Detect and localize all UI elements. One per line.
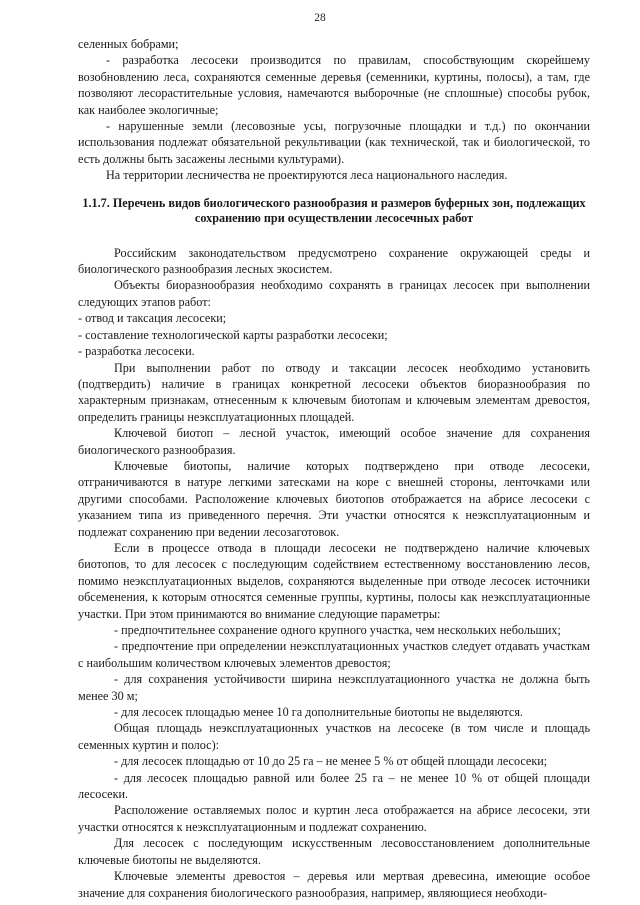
paragraph-body-1: Российским законодательством предусмотрено сохранение окружающей среды и биологического разнообразия лесных экосистем. bbox=[78, 245, 590, 277]
paragraph-body-17: Расположение оставляемых полос и куртин леса отображается на абрисе лесосеки, эти участки относятся к неэксплуатационным и подлежат сохранению. bbox=[78, 803, 590, 834]
list-item-body-5: - разработка лесосеки. bbox=[78, 344, 195, 359]
paragraph-intro-1: селенных бобрами; bbox=[78, 37, 179, 51]
paragraph-body-6: При выполнении работ по отводу и таксации лесосек необходимо установить (подтвердить) наличие в границах конкретной лесосеки объектов биоразнообразия по характерным признакам, отнесенным к ключевым биотопам и ключевым элементам древостоя, определить границы неэксплуатационных площадей. bbox=[78, 360, 590, 424]
list-item-body-12: - для сохранения устойчивости ширина неэксплуатационного участка не должна быть менее 30 м; bbox=[78, 672, 590, 703]
document-page bbox=[78, 0, 590, 901]
list-item-body-11: - предпочтение при определении неэксплуатационных участков следует отдавать участкам с наибольшим количеством ключевых элементов древостоя; bbox=[78, 639, 590, 670]
paragraph-body-19: Ключевые элементы древостоя – деревья или мертвая древесина, имеющие особое значение для сохранения биологического разнообразия, например, являющиеся необходи- bbox=[78, 869, 590, 900]
list-item-body-4: - составление технологической карты разработки лесосеки; bbox=[78, 327, 388, 342]
paragraph-body-9: Если в процессе отвода в площади лесосеки не подтверждено наличие ключевых биотопов, то для лесосек с последующим содействием естественному восстановлению лесов, помимо неэксплуатационных выделов, сохраняются выделенные при отводе лесосек источники обсеменения, к которым относятся семенные группы, куртины, полосы как неэксплуатационные участки. При этом принимаются во внимание следующие параметры: bbox=[78, 540, 590, 621]
list-item-body-3: - отвод и таксация лесосеки; bbox=[78, 311, 227, 326]
paragraph-intro-2: - разработка лесосеки производится по правилам, способствующим скорейшему возобновлению леса, сохраняются семенные деревья (семенники, куртины, полосы), а там, где позволяют лесорастительные условия, намечаются выборочные (не сплошные) способы рубок, как наиболее экологичные; bbox=[78, 53, 590, 117]
paragraph-intro-3: - нарушенные земли (лесовозные усы, погрузочные площадки и т.д.) по окончании использования подлежат обязательной рекультивации (как технической, так и биологической, то есть должны быть засажены лесными культурами). bbox=[78, 119, 590, 166]
paragraph-body-7: Ключевой биотоп – лесной участок, имеющий особое значение для сохранения биологического разнообразия. bbox=[78, 426, 590, 457]
page-number: 28 bbox=[314, 12, 326, 24]
list-item-body-16: - для лесосек площадью равной или более 25 га – не менее 10 % от общей площади лесосеки. bbox=[78, 770, 590, 802]
list-item-body-10: - предпочтительнее сохранение одного крупного участка, чем нескольких небольших; bbox=[114, 623, 561, 637]
paragraph-intro-4: На территории лесничества не проектируются леса национального наследия. bbox=[106, 168, 508, 183]
paragraph-body-8: Ключевые биотопы, наличие которых подтверждено при отводе лесосеки, отграничиваются в натуре легкими затесками на коре с внешней стороны, ленточками или другими способами. Расположение ключевых биотопов отображается на абрисе лесосеки с указанием типа из приведенного перечня. Эти участки относятся к неэксплуатационным и подлежат сохранению при ведении лесозаготовок. bbox=[78, 458, 590, 539]
list-item-body-13: - для лесосек площадью менее 10 га дополнительные биотопы не выделяются. bbox=[114, 705, 523, 720]
paragraph-body-14: Общая площадь неэксплуатационных участков на лесосеке (в том числе и площадь семенных куртин и полос): bbox=[78, 721, 590, 752]
paragraph-body-18: Для лесосек с последующим искусственным лесовосстановлением дополнительные ключевые биотопы не выделяются. bbox=[78, 836, 590, 867]
section-heading: 1.1.7. Перечень видов биологического разнообразия и размеров буферных зон, подлежащих сохранению при осуществлении лесосечных работ bbox=[82, 195, 586, 226]
paragraph-body-2: Объекты биоразнообразия необходимо сохранять в границах лесосек при выполнении следующих этапов работ: bbox=[78, 278, 590, 309]
list-item-body-15: - для лесосек площадью от 10 до 25 га – не менее 5 % от общей площади лесосеки; bbox=[114, 754, 548, 769]
